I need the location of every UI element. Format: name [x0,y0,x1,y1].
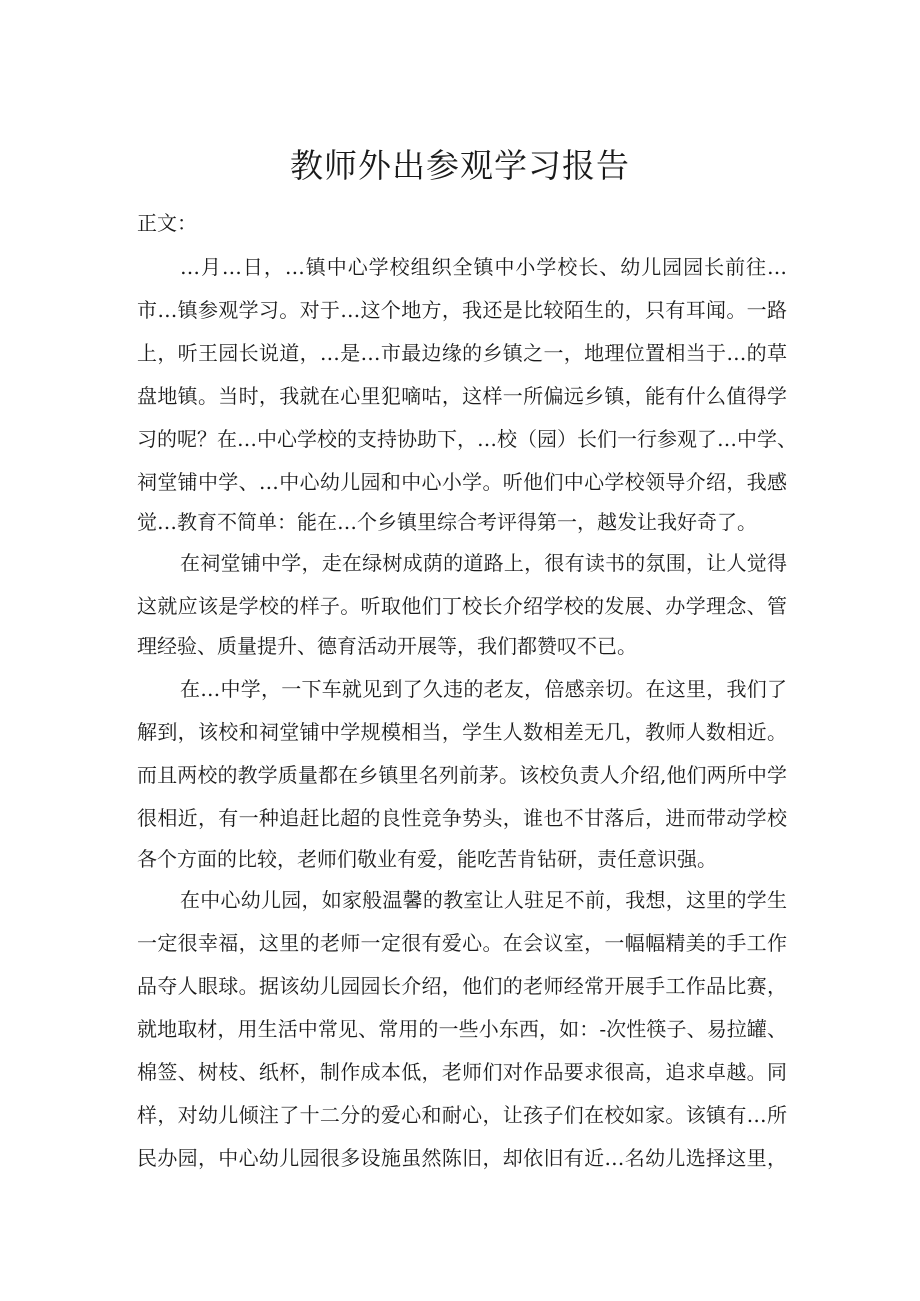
paragraph-4-line-2: 一定很幸福，这里的老师一定很有爱心。在会议室，一幅幅精美的手工作 [137,931,787,955]
paragraph-3-line-3: 而且两校的教学质量都在乡镇里名列前茅。该校负责人介绍,他们两所中学 [137,763,787,787]
paragraph-3-line-5: 各个方面的比较，老师们敬业有爱，能吃苦肯钻研，责任意识强。 [137,847,717,871]
paragraph-2-line-3: 理经验、质量提升、德育活动开展等，我们都赞叹不已。 [137,634,637,658]
paragraph-4-line-6: 样，对幼儿倾注了十二分的爱心和耐心，让孩子们在校如家。该镇有…所 [137,1103,787,1127]
paragraph-4-line-4: 就地取材，用生活中常见、常用的一些小东西，如：-次性筷子、易拉罐、 [137,1017,787,1041]
paragraph-1-line-1: …月…日，…镇中心学校组织全镇中小学校长、幼儿园园长前往… [180,255,787,279]
paragraph-4-line-1: 在中心幼儿园，如家般温馨的教室让人驻足不前，我想，这里的学生 [180,888,787,912]
paragraph-3-line-1: 在…中学，一下车就见到了久违的老友，倍感亲切。在这里，我们了 [180,677,787,701]
paragraph-1-line-2: 市…镇参观学习。对于…这个地方，我还是比较陌生的，只有耳闻。一路 [137,298,787,322]
paragraph-1-line-6: 祠堂铺中学、…中心幼儿园和中心小学。听他们中心学校领导介绍，我感 [137,470,787,494]
paragraph-3-line-2: 解到，该校和祠堂铺中学规模相当，学生人数相差无几，教师人数相近。 [137,720,787,744]
paragraph-1-line-7: 觉…教育不简单：能在…个乡镇里综合考评得第一，越发让我好奇了。 [137,510,757,534]
paragraph-3-line-4: 很相近，有一种追赶比超的良性竞争势头，谁也不甘落后，进而带动学校 [137,806,787,830]
paragraph-4-line-3: 品夺人眼球。据该幼儿园园长介绍，他们的老师经常开展手工作品比赛， [137,974,787,998]
paragraph-4-line-7: 民办园，中心幼儿园很多设施虽然陈旧，却依旧有近…名幼儿选择这里， [137,1146,787,1170]
document-title: 教师外出参观学习报告 [290,146,630,185]
paragraph-1-line-3: 上，听王园长说道，…是…市最边缘的乡镇之一，地理位置相当于…的草 [137,341,787,365]
paragraph-2-line-1: 在祠堂铺中学，走在绿树成荫的道路上，很有读书的氛围，让人觉得 [180,551,787,575]
body-label: 正文： [137,211,197,235]
paragraph-2-line-2: 这就应该是学校的样子。听取他们丁校长介绍学校的发展、办学理念、管 [137,594,787,618]
paragraph-1-line-5: 习的呢？在…中心学校的支持协助下，…校（园）长们一行参观了…中学、 [137,427,797,451]
paragraph-4-line-5: 棉签、树枝、纸杯，制作成本低，老师们对作品要求很高，追求卓越。同 [137,1060,787,1084]
paragraph-1-line-4: 盘地镇。当时，我就在心里犯嘀咕，这样一所偏远乡镇，能有什么值得学 [137,384,787,408]
